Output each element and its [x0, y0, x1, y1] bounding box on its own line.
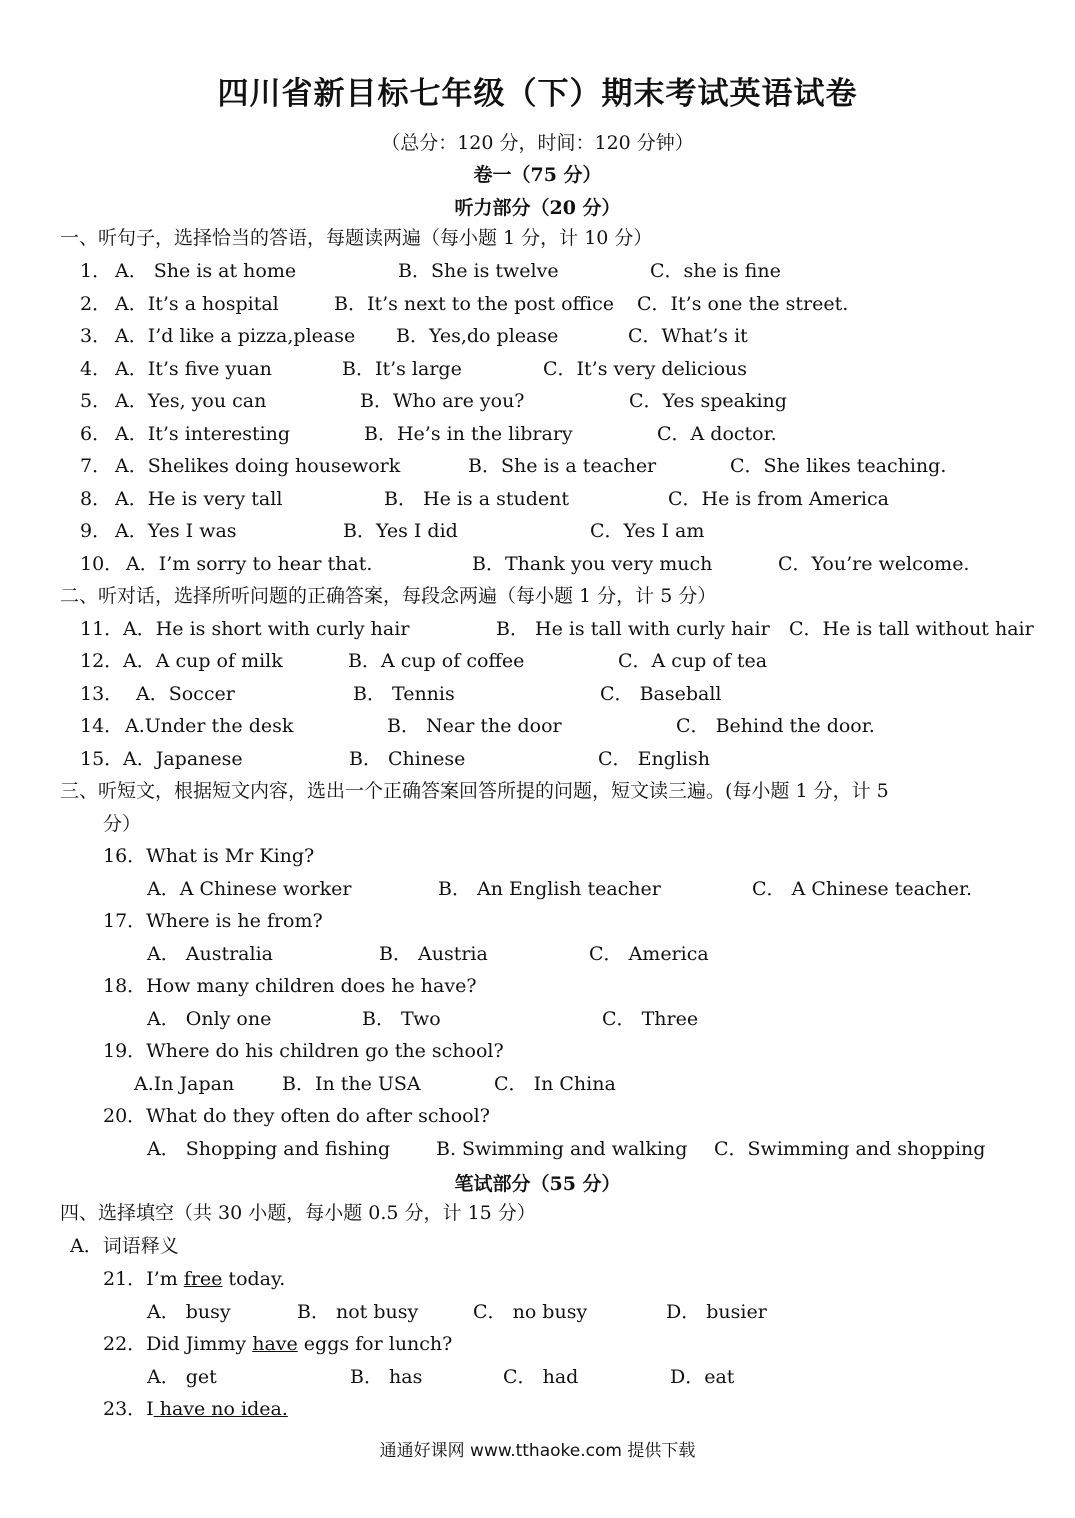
option-a: A．It’s interesting — [115, 423, 291, 445]
question-text: 18．How many children does he have? — [103, 975, 477, 997]
option-c: C．She likes teaching. — [730, 455, 947, 477]
option-c: C．A doctor. — [657, 423, 777, 445]
question-number: 14． — [80, 715, 124, 737]
option-c: C．Yes speaking — [629, 390, 787, 412]
option-c: C．He is tall without hair — [789, 618, 1034, 640]
option-a: A． Only one — [147, 1008, 272, 1030]
question-number: 12． — [80, 650, 124, 672]
option-c: C． Behind the door. — [676, 715, 875, 737]
option-a: A.Under the desk — [125, 715, 294, 737]
option-d: D． busier — [666, 1301, 767, 1323]
section-2-instructions: 二、听对话，选择所听问题的正确答案，每段念两遍（每小题 1 分，计 5 分） — [60, 585, 717, 607]
question-text: 21．I’m free today. — [103, 1268, 286, 1290]
option-b: B． has — [350, 1366, 423, 1388]
question-number: 6． — [80, 423, 112, 445]
option-a: A． Shopping and fishing — [147, 1138, 391, 1160]
option-c: C． In China — [494, 1073, 616, 1095]
option-a: A.In Japan — [134, 1073, 235, 1095]
option-c: C． America — [589, 943, 709, 965]
question-number: 8． — [80, 488, 112, 510]
option-c: C．He is from America — [668, 488, 889, 510]
underlined-phrase: have no idea. — [153, 1398, 288, 1420]
question-number: 9． — [80, 520, 112, 542]
option-d: D．eat — [670, 1366, 735, 1388]
option-b: B．It’s next to the post office — [334, 293, 614, 315]
option-b: B． not busy — [297, 1301, 419, 1323]
question-number: 10． — [80, 553, 124, 575]
option-a: A．He is very tall — [115, 488, 283, 510]
question-number: 13． — [80, 683, 124, 705]
question-number: 4． — [80, 358, 112, 380]
option-c: C． English — [598, 748, 710, 770]
question-number: 11． — [80, 618, 124, 640]
option-a: A．I’m sorry to hear that. — [126, 553, 373, 575]
option-c: C．It’s one the street. — [637, 293, 849, 315]
question-text: 16．What is Mr King? — [103, 845, 315, 867]
option-c: C．You’re welcome. — [778, 553, 970, 575]
section-1-instructions: 一、听句子，选择恰当的答语，每题读两遍（每小题 1 分，计 10 分） — [60, 227, 653, 249]
question-number: 15． — [80, 748, 124, 770]
option-b: B．She is twelve — [398, 260, 559, 282]
question-number: 2． — [80, 293, 112, 315]
question-text: 17．Where is he from? — [103, 910, 323, 932]
option-b: B．He’s in the library — [364, 423, 573, 445]
question-number: 7． — [80, 455, 112, 477]
option-a: A．It’s a hospital — [115, 293, 279, 315]
option-c: C．Yes I am — [590, 520, 705, 542]
option-b: B．Yes I did — [343, 520, 458, 542]
question-text: 23．I have no idea. — [103, 1398, 288, 1420]
option-c: C．she is fine — [650, 260, 781, 282]
option-a: A．Shelikes doing housework — [115, 455, 401, 477]
option-a: A． Australia — [147, 943, 273, 965]
option-a: A．Yes I was — [115, 520, 237, 542]
option-a: A．Soccer — [136, 683, 235, 705]
option-b: B． He is a student — [384, 488, 569, 510]
option-c: C．A cup of tea — [618, 650, 768, 672]
part-one-heading: 卷一（75 分） — [473, 164, 602, 186]
section-3-instructions-cont: 分） — [103, 813, 142, 835]
option-b: B． He is tall with curly hair — [496, 618, 770, 640]
question-text: 19．Where do his children go the school? — [103, 1040, 504, 1062]
option-b: B． An English teacher — [438, 878, 661, 900]
option-b: B． Chinese — [349, 748, 466, 770]
option-a: A． She is at home — [115, 260, 297, 282]
option-b: B． Near the door — [387, 715, 562, 737]
option-a: A．It’s five yuan — [115, 358, 272, 380]
subtitle: （总分：120 分，时间：120 分钟） — [381, 132, 694, 154]
option-c: C． had — [503, 1366, 579, 1388]
section-4-instructions: 四、选择填空（共 30 小题，每小题 0.5 分，计 15 分） — [60, 1202, 536, 1224]
underlined-word: have — [252, 1333, 298, 1355]
option-c: C． A Chinese teacher. — [752, 878, 973, 900]
option-b: B．Yes,do please — [396, 325, 559, 347]
option-b: B. Swimming and walking — [436, 1138, 688, 1160]
option-c: C． Baseball — [600, 683, 722, 705]
option-c: C．Swimming and shopping — [714, 1138, 986, 1160]
question-number: 5． — [80, 390, 112, 412]
footer: 通通好课网 www.tthaoke.com 提供下载 — [379, 1441, 696, 1461]
option-a: A．Yes, you can — [115, 390, 267, 412]
option-c: C．It’s very delicious — [543, 358, 748, 380]
option-b: B．She is a teacher — [468, 455, 657, 477]
option-a: A．He is short with curly hair — [123, 618, 410, 640]
option-b: B．A cup of coffee — [348, 650, 525, 672]
option-a: A．I’d like a pizza,please — [115, 325, 356, 347]
option-b: B．Who are you? — [360, 390, 525, 412]
written-heading: 笔试部分（55 分） — [454, 1173, 621, 1195]
question-number: 1． — [80, 260, 112, 282]
underlined-word: free — [183, 1268, 223, 1290]
question-text: 20．What do they often do after school? — [103, 1105, 490, 1127]
option-c: C． Three — [602, 1008, 699, 1030]
listening-heading: 听力部分（20 分） — [454, 197, 621, 219]
option-b: B．In the USA — [282, 1073, 421, 1095]
section-3-instructions: 三、听短文，根据短文内容，选出一个正确答案回答所提的问题，短文读三遍。(每小题 1 分，计 5 — [60, 780, 889, 802]
option-a: A．A Chinese worker — [147, 878, 352, 900]
option-a: A．A cup of milk — [123, 650, 283, 672]
option-b: B．Thank you very much — [472, 553, 713, 575]
page-title: 四川省新目标七年级（下）期末考试英语试卷 — [217, 76, 858, 112]
option-b: B． Two — [362, 1008, 441, 1030]
question-number: 3． — [80, 325, 112, 347]
option-a: A． get — [147, 1366, 217, 1388]
option-c: C． no busy — [473, 1301, 588, 1323]
option-a: A． busy — [147, 1301, 231, 1323]
option-b: B．It’s large — [342, 358, 462, 380]
option-a: A．Japanese — [123, 748, 243, 770]
option-c: C．What’s it — [628, 325, 748, 347]
option-b: B． Tennis — [353, 683, 455, 705]
option-b: B． Austria — [379, 943, 488, 965]
section-4a-heading: A．词语释义 — [70, 1235, 179, 1257]
question-text: 22．Did Jimmy have eggs for lunch? — [103, 1333, 453, 1355]
